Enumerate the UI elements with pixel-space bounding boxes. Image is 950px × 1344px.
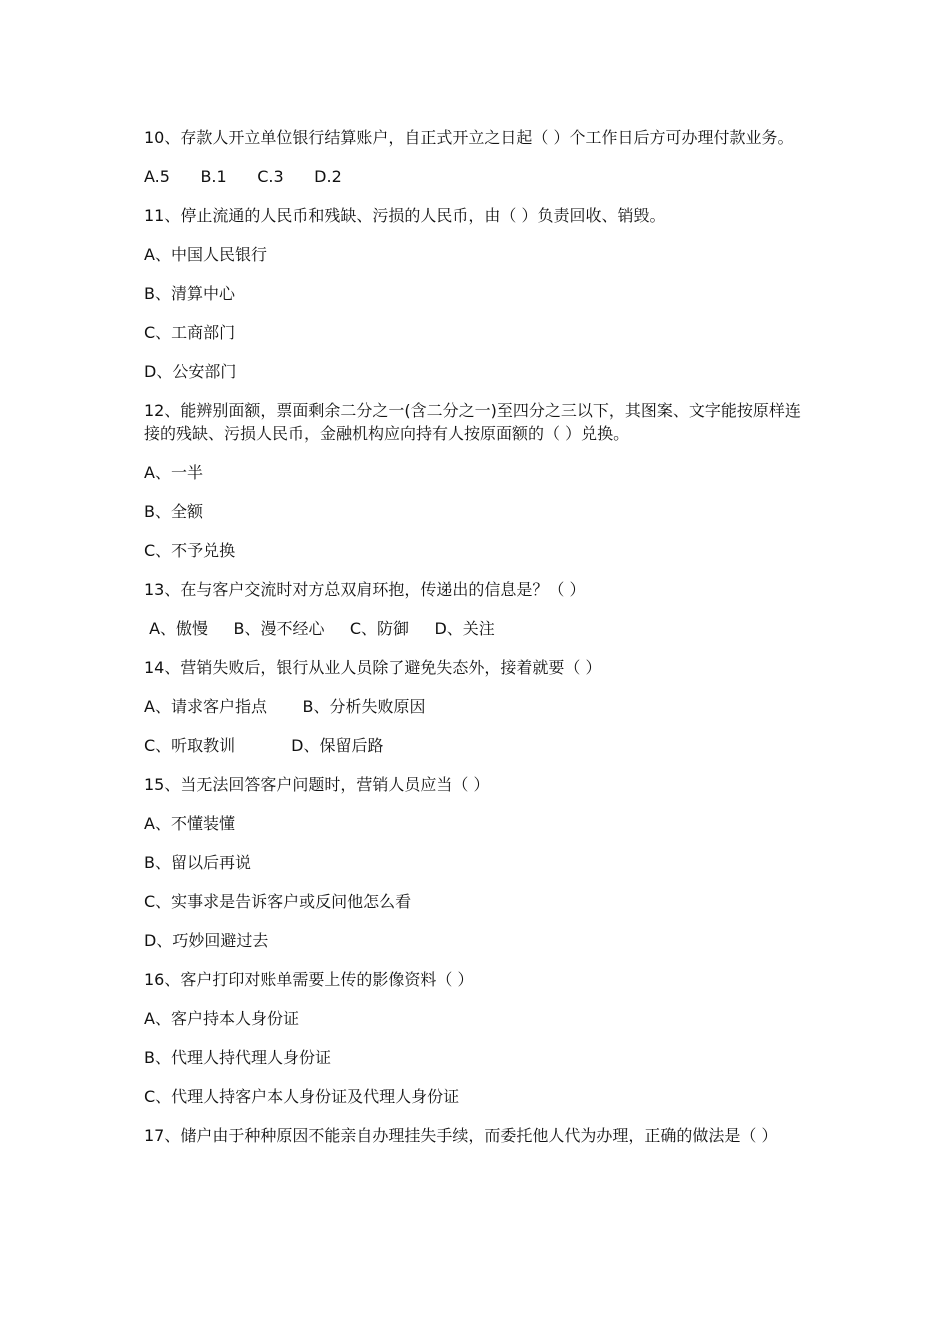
question-16-option-c: C、代理人持客户本人身份证及代理人身份证: [144, 1087, 460, 1106]
question-16-option-a: A、客户持本人身份证: [144, 1009, 299, 1028]
question-15-option-a: A、不懂装懂: [144, 814, 235, 833]
question-11-option-b: B、清算中心: [144, 284, 235, 303]
question-16: 16、客户打印对账单需要上传的影像资料（ ）: [144, 970, 474, 989]
question-10: 10、存款人开立单位银行结算账户，自正式开立之日起（ ）个工作日后方可办理付款业务。: [144, 128, 794, 147]
question-17: 17、储户由于种种原因不能亲自办理挂失手续，而委托他人代为办理，正确的做法是（ ）: [144, 1126, 778, 1145]
question-14-options-cd: C、听取教训 D、保留后路: [144, 736, 384, 755]
question-12-option-a: A、一半: [144, 463, 203, 482]
question-12-option-c: C、不予兑换: [144, 541, 236, 560]
question-15-option-c: C、实事求是告诉客户或反问他怎么看: [144, 892, 412, 911]
question-15: 15、当无法回答客户问题时，营销人员应当（ ）: [144, 775, 490, 794]
document-page: [144, 126, 810, 1163]
question-10-options: A.5 B.1 C.3 D.2: [144, 167, 342, 186]
question-13: 13、在与客户交流时对方总双肩环抱，传递出的信息是？（ ）: [144, 580, 586, 599]
question-12: 12、能辨别面额，票面剩余二分之一(含二分之一)至四分之三以下，其图案、文字能按原样连接的残缺、污损人民币，金融机构应向持有人按原面额的（ ）兑换。: [144, 401, 801, 443]
question-11-option-c: C、工商部门: [144, 323, 236, 342]
question-12-option-b: B、全额: [144, 502, 203, 521]
question-16-option-b: B、代理人持代理人身份证: [144, 1048, 331, 1067]
question-15-option-d: D、巧妙回避过去: [144, 931, 269, 950]
question-15-option-b: B、留以后再说: [144, 853, 251, 872]
question-13-options: A、傲慢 B、漫不经心 C、防御 D、关注: [144, 619, 495, 638]
question-14-options-ab: A、请求客户指点 B、分析失败原因: [144, 697, 426, 716]
question-11: 11、停止流通的人民币和残缺、污损的人民币，由（ ）负责回收、销毁。: [144, 206, 666, 225]
question-11-option-a: A、中国人民银行: [144, 245, 267, 264]
question-14: 14、营销失败后，银行从业人员除了避免失态外，接着就要（ ）: [144, 658, 602, 677]
question-11-option-d: D、公安部门: [144, 362, 237, 381]
